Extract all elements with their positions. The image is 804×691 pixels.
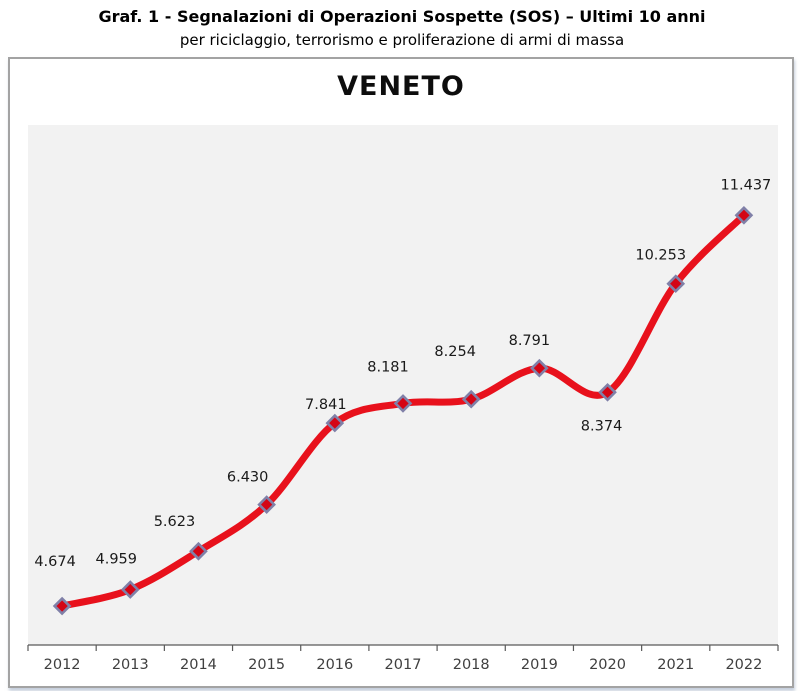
data-point-label: 10.253 — [635, 247, 687, 264]
figure-caption — [0, 0, 804, 51]
chart-title: VENETO — [337, 71, 465, 102]
plot-area — [28, 125, 778, 645]
x-tick-label: 2018 — [452, 657, 490, 673]
x-tick-label: 2020 — [589, 657, 626, 673]
data-point-label: 8.254 — [434, 344, 476, 361]
data-point-label: 4.959 — [95, 551, 138, 568]
x-tick-label: 2013 — [111, 657, 149, 673]
x-tick-label: 2021 — [657, 657, 695, 673]
data-point-label: 8.374 — [580, 418, 623, 435]
data-point-label: 11.437 — [720, 177, 772, 194]
data-point-label: 8.791 — [508, 333, 551, 350]
figure-title: Graf. 1 - Segnalazioni di Operazioni Sospette (SOS) – Ultimi 10 anni — [98, 7, 706, 26]
x-tick-label: 2017 — [384, 657, 422, 673]
line-chart — [10, 59, 792, 686]
x-tick-label: 2016 — [316, 657, 354, 673]
x-tick-label: 2015 — [248, 657, 286, 673]
chart-container — [8, 57, 794, 688]
figure-subtitle: per riciclaggio, terrorismo e proliferazione di armi di massa — [179, 31, 625, 49]
x-tick-label: 2014 — [180, 657, 217, 673]
data-point-label: 5.623 — [153, 514, 196, 531]
data-point-label: 6.430 — [226, 469, 269, 486]
data-point-label: 7.841 — [305, 397, 347, 414]
data-point-label: 8.181 — [367, 359, 409, 376]
data-point-label: 4.674 — [34, 554, 76, 571]
x-tick-label: 2012 — [43, 657, 81, 673]
x-tick-label: 2022 — [725, 657, 763, 673]
x-tick-label: 2019 — [520, 657, 558, 673]
